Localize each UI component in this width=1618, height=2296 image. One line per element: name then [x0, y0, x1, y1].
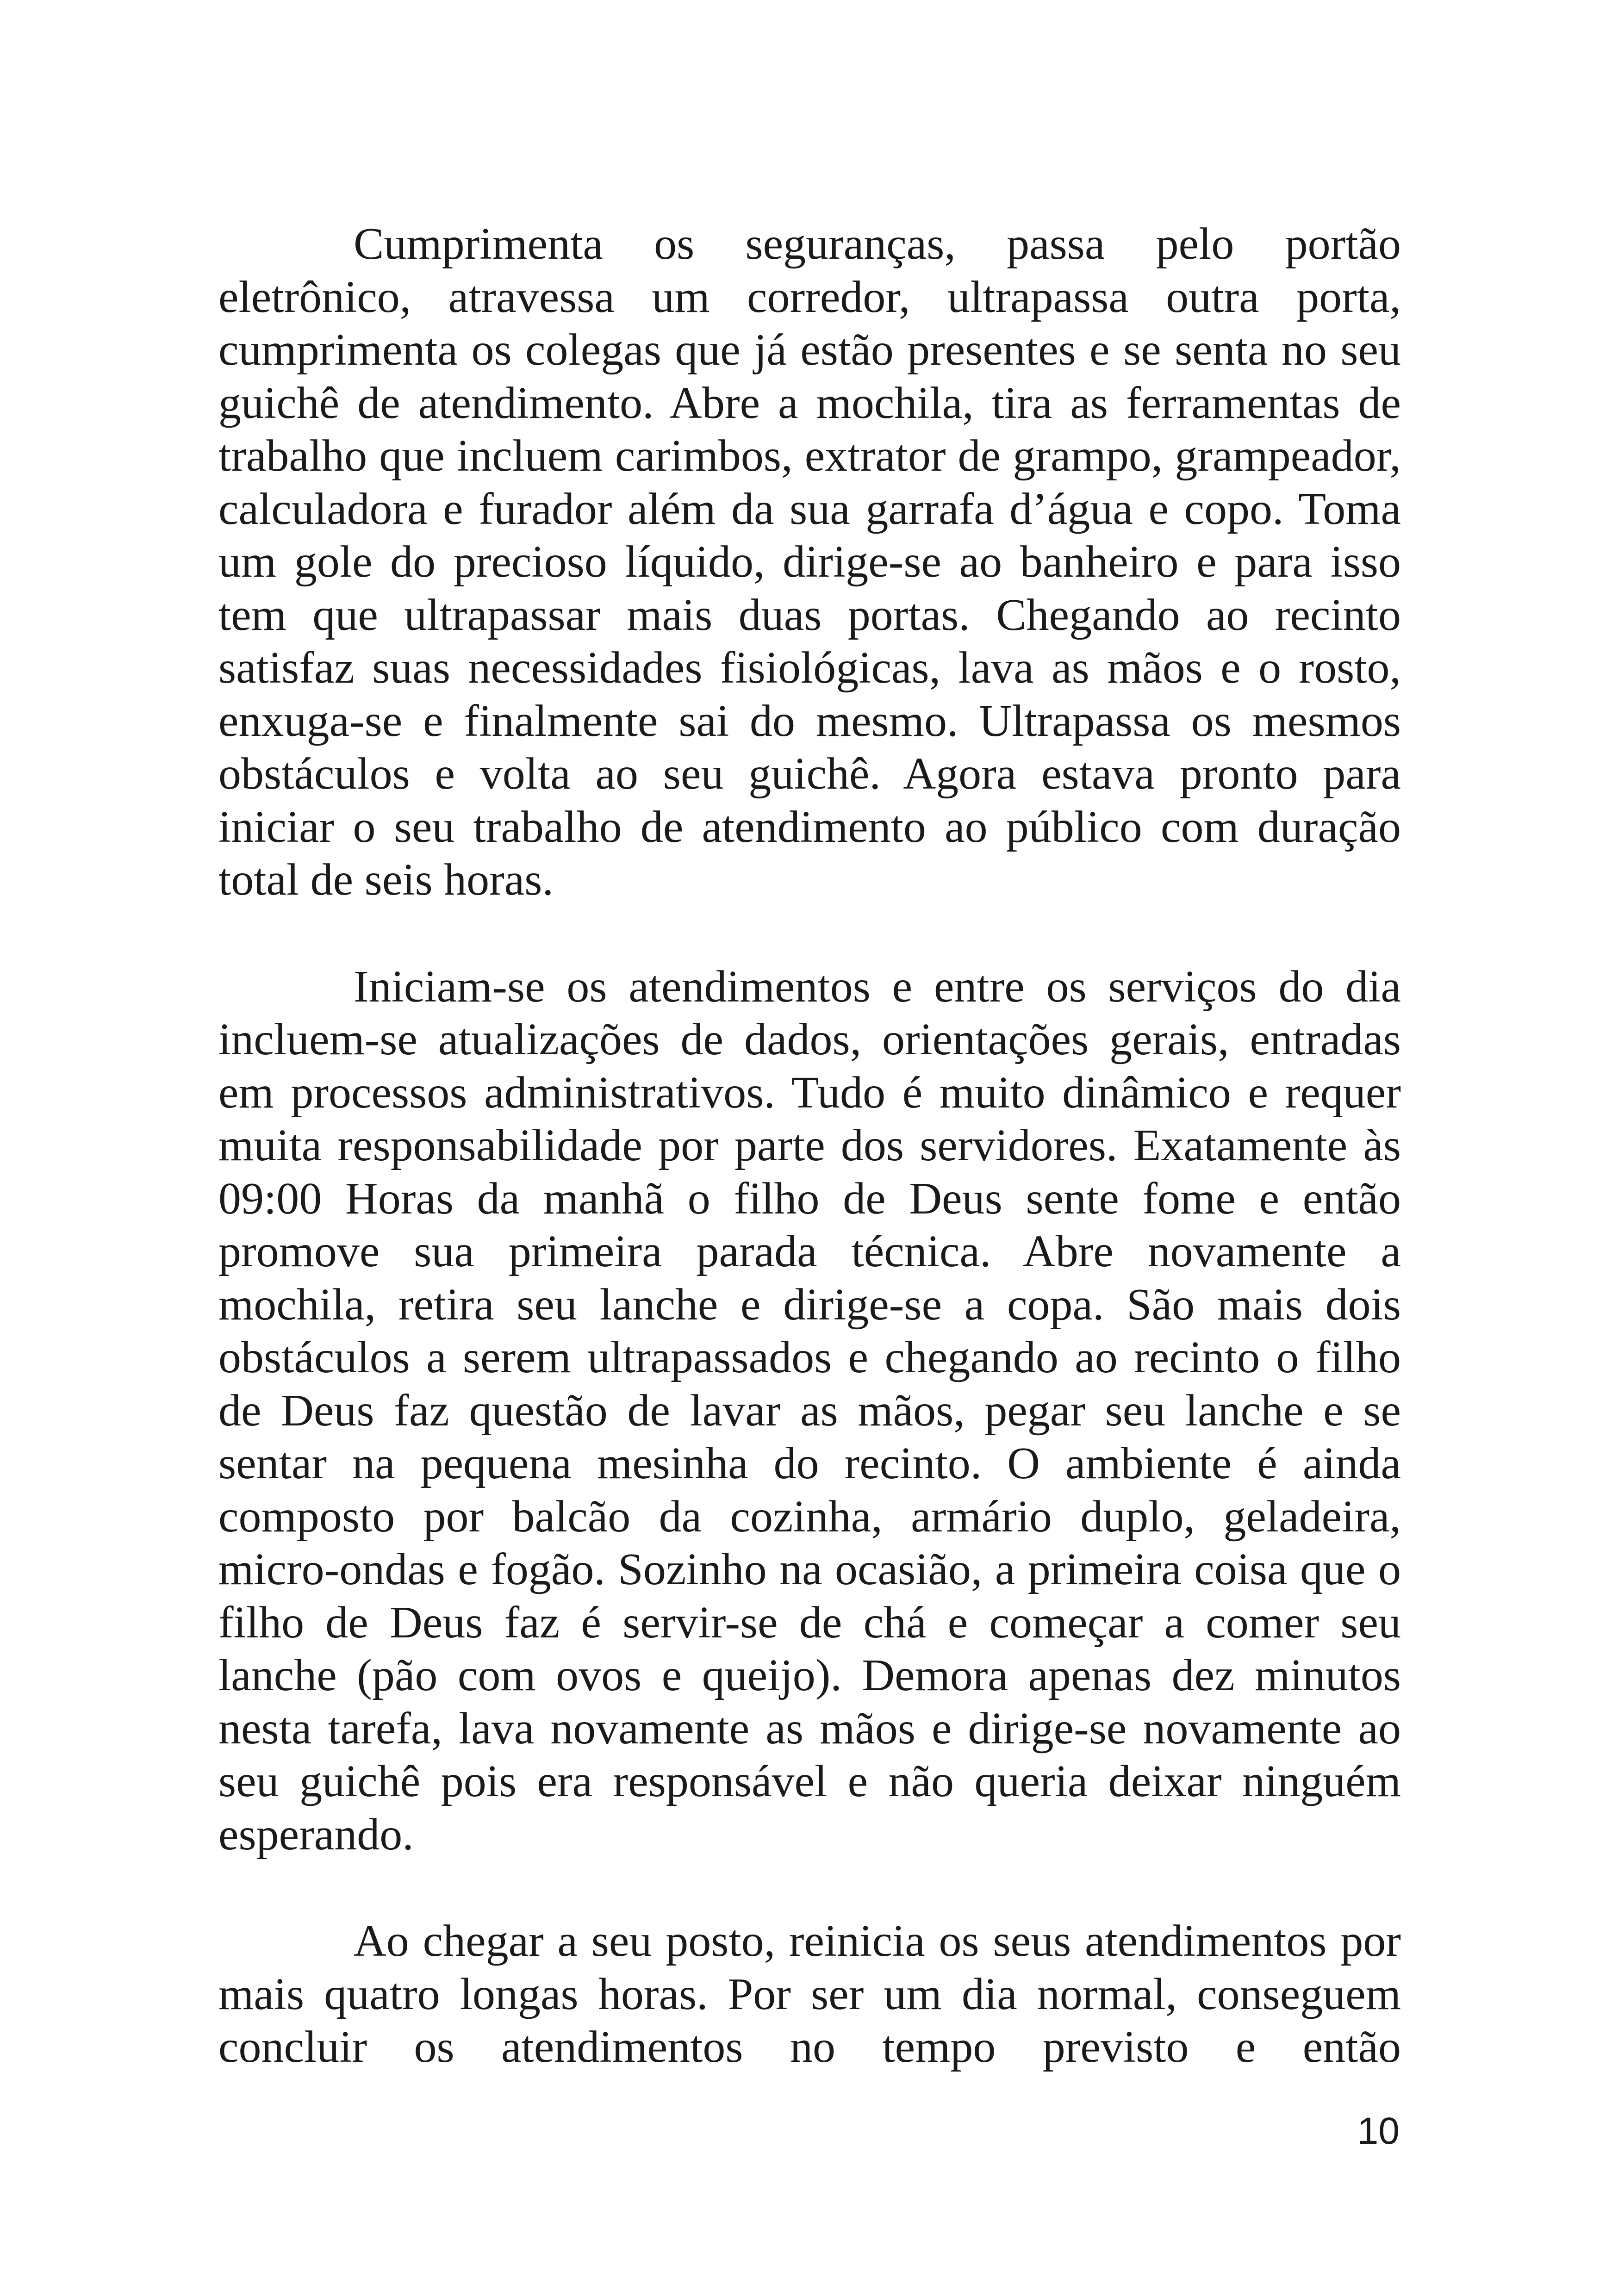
paragraph-1: Cumprimenta os seguranças, passa pelo portão eletrônico, atravessa um corredor, ultrapassa outra porta, cumprimenta os colegas que já estão presentes e se senta no seu guichê de atendimento. Abre a mochila, tira as ferramentas de trabalho que incluem carimbos, extrator de grampo, grampeador, calculadora e furador além da sua garrafa d’água e copo. Toma um gole do precioso líquido, dirige-se ao banheiro e para isso tem que ultrapassar mais duas portas. Chegando ao recinto satisfaz suas necessidades fisiológicas, lava as mãos e o rosto, enxuga-se e finalmente sai do mesmo. Ultrapassa os mesmos obstáculos e volta ao seu guichê. Agora estava pronto para iniciar o seu trabalho de atendimento ao público com duração total de seis horas. [218, 219, 1401, 905]
paragraph-3: Ao chegar a seu posto, reinicia os seus atendimentos por mais quatro longas horas. Por ser um dia normal, conseguem concluir os atendimentos no tempo previsto e então [218, 1916, 1401, 2072]
body-text [218, 218, 1401, 2074]
paragraph-2: Iniciam-se os atendimentos e entre os serviços do dia incluem-se atualizações de dados, orientações gerais, entradas em processos administrativos. Tudo é muito dinâmico e requer muita responsabilidade por parte dos servidores. Exatamente às 09:00 Horas da manhã o filho de Deus sente fome e então promove sua primeira parada técnica. Abre novamente a mochila, retira seu lanche e dirige-se a copa. São mais dois obstáculos a serem ultrapassados e chegando ao recinto o filho de Deus faz questão de lavar as mãos, pegar seu lanche e se sentar na pequena mesinha do recinto. O ambiente é ainda composto por balcão da cozinha, armário duplo, geladeira, micro-ondas e fogão. Sozinho na ocasião, a primeira coisa que o filho de Deus faz é servir-se de chá e começar a comer seu lanche (pão com ovos e queijo). Demora apenas dez minutos nesta tarefa, lava novamente as mãos e dirige-se novamente ao seu guichê pois era responsável e não queria deixar ninguém esperando. [218, 961, 1401, 1860]
page-number: 10 [1357, 2110, 1400, 2152]
